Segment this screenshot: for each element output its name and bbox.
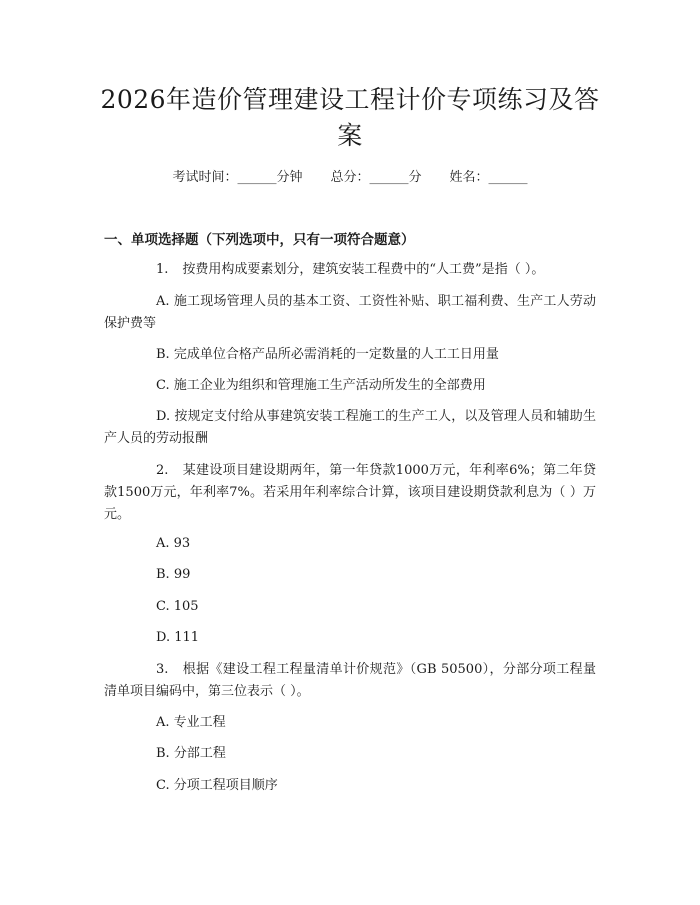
total-score-field: 总分：______分 xyxy=(330,170,422,185)
question-3-option-a: A. 专业工程 xyxy=(156,715,226,730)
question-text: 根据《建设工程工程量清单计价规范》（GB 50500），分部分项工程量清单项目编码中，第三位表示（ ）。 xyxy=(104,662,596,699)
question-number: 2. xyxy=(156,463,169,478)
exam-time-field: 考试时间：______分钟 xyxy=(172,170,303,185)
question-2-option-c: C. 105 xyxy=(156,599,199,614)
question-3 xyxy=(104,659,596,703)
question-1-option-d: D. 按规定支付给从事建筑安装工程施工的生产工人，以及管理人员和辅助生产人员的劳动报酬 xyxy=(104,409,596,446)
question-1-option-c: C. 施工企业为组织和管理施工生产活动所发生的全部费用 xyxy=(156,378,486,393)
section-heading: 一、单项选择题（下列选项中，只有一项符合题意） xyxy=(104,232,415,248)
question-2 xyxy=(104,460,596,526)
question-2-option-a: A. 93 xyxy=(156,536,191,551)
question-2-option-d: D. 111 xyxy=(156,630,200,645)
question-number: 1. xyxy=(156,262,169,277)
page-title: 2026年造价管理建设工程计价专项练习及答案 xyxy=(100,85,600,150)
question-3-option-b: B. 分部工程 xyxy=(156,746,226,761)
question-number: 3. xyxy=(156,662,169,677)
question-1-option-a: A. 施工现场管理人员的基本工资、工资性补贴、职工福利费、生产工人劳动保护费等 xyxy=(104,294,596,331)
question-1-option-b: B. 完成单位合格产品所必需消耗的一定数量的人工工日用量 xyxy=(156,347,499,362)
name-field: 姓名：______ xyxy=(449,170,528,185)
question-1 xyxy=(104,259,596,281)
exam-meta xyxy=(0,169,700,187)
question-text: 某建设项目建设期两年，第一年贷款1000万元，年利率6%；第二年贷款1500万元，年利率7%。若采用年利率综合计算，该项目建设期贷款利息为（ ）万元。 xyxy=(104,463,596,522)
question-text: 按费用构成要素划分，建筑安装工程费中的“人工费”是指（ ）。 xyxy=(182,262,545,277)
question-3-option-c: C. 分项工程项目顺序 xyxy=(156,778,278,793)
question-2-option-b: B. 99 xyxy=(156,567,191,582)
